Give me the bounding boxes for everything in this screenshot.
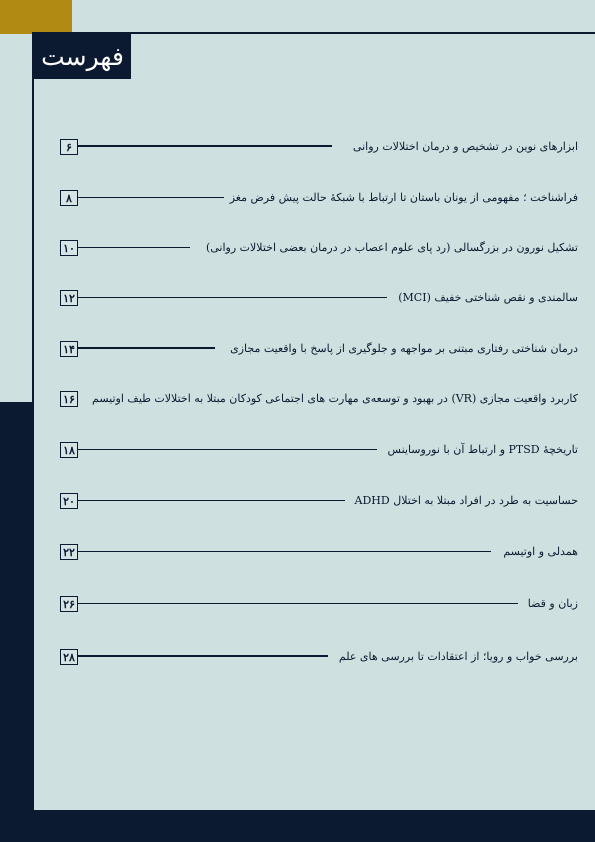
leader-line	[78, 145, 332, 147]
page-title: فهرست	[34, 34, 131, 79]
leader-line	[78, 347, 215, 349]
page-number: ۲۲	[60, 544, 78, 560]
leader-line	[78, 603, 518, 604]
page-number: ۱۸	[60, 442, 78, 458]
leader-line	[78, 297, 387, 298]
entry-title: کاربرد واقعیت مجازی (VR) در بهبود و توسعه‌ی مهارت های اجتماعی کودکان مبتلا به اختلالات طیف اوتیسم	[92, 392, 578, 405]
page-number: ۲۶	[60, 596, 78, 612]
toc-entry[interactable]	[60, 290, 578, 310]
entry-title: فراشناخت ؛ مفهومی از یونان باستان تا ارتباط با شبکۀ حالت پیش فرض مغز	[229, 191, 578, 204]
entry-title: سالمندی و نقص شناختی خفیف (MCI)	[398, 291, 578, 304]
leader-line	[78, 500, 345, 501]
entry-title: حساسیت به طرد در افراد مبتلا به اختلال ADHD	[354, 494, 578, 507]
page-number: ۲۰	[60, 493, 78, 509]
toc-entry[interactable]	[60, 341, 578, 361]
toc-entry[interactable]	[60, 649, 578, 669]
toc-entry[interactable]	[60, 544, 578, 564]
entry-title: تشکیل نورون در بزرگسالی (رد پای علوم اعصاب در درمان بعضی اختلالات روانی)	[205, 241, 578, 254]
toc-entry[interactable]	[60, 493, 578, 513]
toc-entry[interactable]	[60, 391, 578, 411]
entry-title: زبان و قضا	[527, 597, 578, 610]
page-number: ۶	[60, 139, 78, 155]
page-number: ۲۸	[60, 649, 78, 665]
entry-title: درمان شناختی رفتاری مبتنی بر مواجهه و جلوگیری از پاسخ با واقعیت مجازی	[230, 342, 578, 355]
leader-line	[78, 247, 190, 248]
leader-line	[78, 551, 491, 552]
toc-entry[interactable]	[60, 240, 578, 260]
entry-title: ابزارهای نوین در تشخیص و درمان اختلالات روانی	[352, 140, 578, 153]
page-number: ۱۰	[60, 240, 78, 256]
leader-line	[78, 449, 377, 450]
leader-line	[78, 197, 224, 198]
entry-title: تاریخچۀ PTSD و ارتباط آن با نوروساینس	[387, 443, 578, 456]
toc-entry[interactable]	[60, 596, 578, 616]
leader-line	[78, 655, 328, 657]
page-number: ۸	[60, 190, 78, 206]
page-number: ۱۴	[60, 341, 78, 357]
page-number: ۱۶	[60, 391, 78, 407]
entry-title: همدلی و اوتیسم	[503, 545, 578, 558]
toc-entry[interactable]	[60, 190, 578, 210]
entry-title: بررسی خواب و رویا؛ از اعتقادات تا بررسی های علم	[338, 650, 578, 663]
toc-entry[interactable]	[60, 442, 578, 462]
toc-entry[interactable]	[60, 139, 578, 159]
page-number: ۱۲	[60, 290, 78, 306]
